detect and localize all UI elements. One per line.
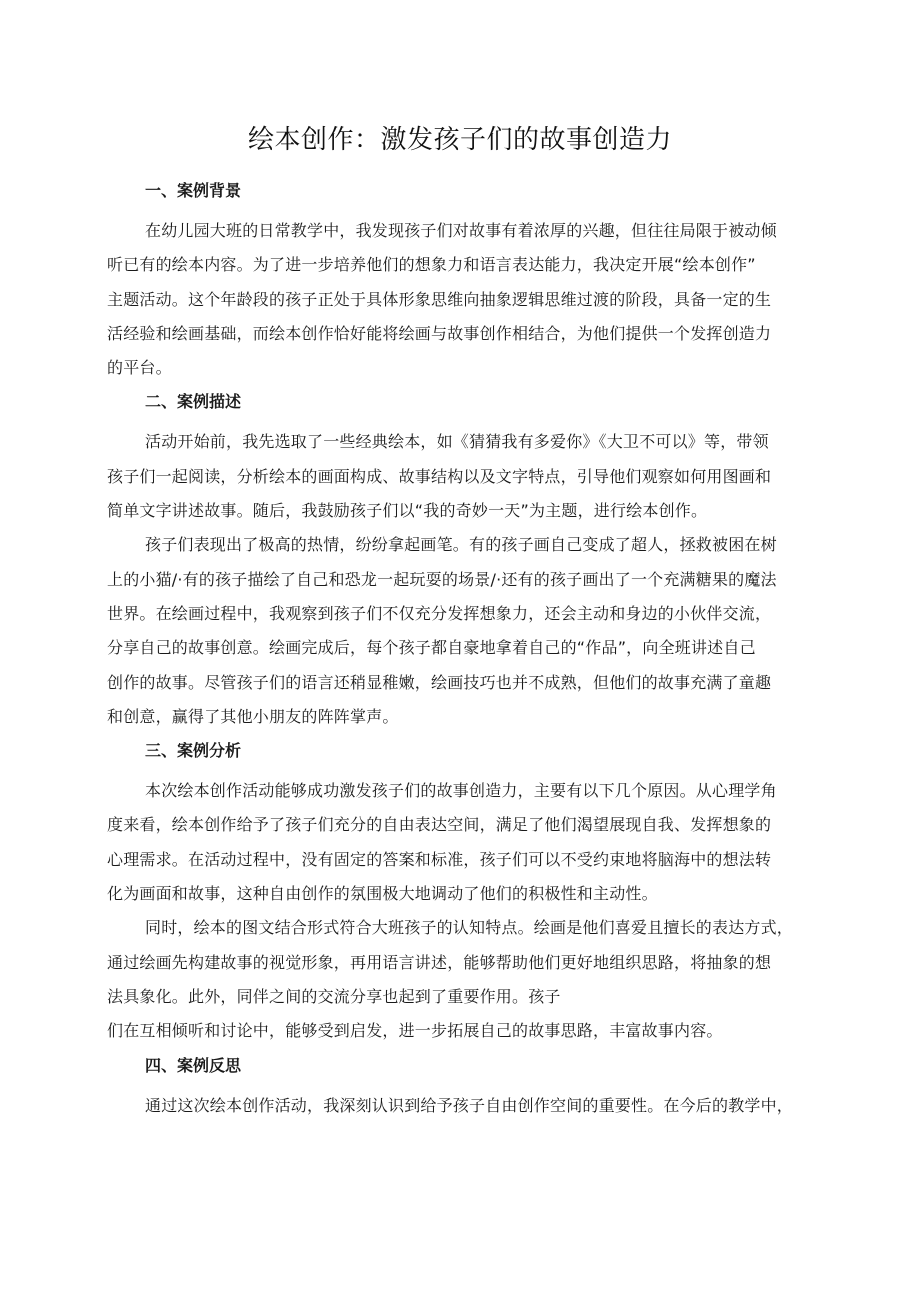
text-line: 简单文字讲述故事。随后，我鼓励孩子们以“我的奇妙一天”为主题，进行绘本创作。 <box>107 501 708 521</box>
text-line: 世界。在绘画过程中，我观察到孩子们不仅充分发挥想象力，还会主动和身边的小伙伴交流， <box>107 603 772 623</box>
text-line: 创作的故事。尽管孩子们的语言还稍显稚嫩，绘画技巧也并不成熟，但他们的故事充满了童趣 <box>107 672 772 692</box>
text-line: 化为画面和故事，这种自由创作的氛围极大地调动了他们的积极性和主动性。 <box>107 884 658 904</box>
section-heading-analysis: 三、案例分析 <box>145 741 242 761</box>
document-body <box>107 178 815 1123</box>
section-heading-description: 二、案例描述 <box>145 392 242 412</box>
text-line: 本次绘本创作活动能够成功激发孩子们的故事创造力，主要有以下几个原因。从心理学角 <box>145 781 777 801</box>
text-line: 们在互相倾听和讨论中，能够受到启发，进一步拓展自己的故事思路，丰富故事内容。 <box>107 1021 723 1041</box>
paragraph-description-2 <box>107 528 815 734</box>
text-line: 孩子们一起阅读，分析绘本的画面构成、故事结构以及文字特点，引导他们观察如何用图画和 <box>107 466 772 486</box>
text-line: 和创意，赢得了其他小朋友的阵阵掌声。 <box>107 706 399 726</box>
paragraph-analysis-2 <box>107 911 815 1048</box>
text-line: 的平台。 <box>107 358 172 378</box>
text-line: 同时，绘本的图文结合形式符合大班孩子的认知特点。绘画是他们喜爱且擅长的表达方式， <box>145 918 794 938</box>
text-line: 主题活动。这个年龄段的孩子正处于具体形象思维向抽象逻辑思维过渡的阶段，具备一定的生 <box>107 289 772 309</box>
text-line: 通过绘画先构建故事的视觉形象，再用语言讲述，能够帮助他们更好地组织思路，将抽象的想 <box>107 952 772 972</box>
text-line: 活经验和绘画基础，而绘本创作恰好能将绘画与故事创作相结合，为他们提供一个发挥创造力 <box>107 323 772 343</box>
text-line: 听已有的绘本内容。为了进一步培养他们的想象力和语言表达能力，我决定开展“绘本创作” <box>107 255 756 275</box>
text-line: 分享自己的故事创意。绘画完成后，每个孩子都自豪地拿着自己的“作品”，向全班讲述自己 <box>107 638 756 658</box>
text-line: 上的小猫/·有的孩子描绘了自己和恐龙一起玩耍的场景/·还有的孩子画出了一个充满糖果的魔法 <box>107 569 777 589</box>
paragraph-analysis-1 <box>107 774 815 911</box>
paragraph-reflection <box>107 1089 815 1123</box>
text-line: 在幼儿园大班的日常教学中，我发现孩子们对故事有着浓厚的兴趣，但往往局限于被动倾 <box>145 221 777 240</box>
paragraph-description-1 <box>107 425 815 528</box>
section-heading-reflection: 四、案例反思 <box>145 1055 242 1075</box>
text-line: 通过这次绘本创作活动，我深刻认识到给予孩子自由创作空间的重要性。在今后的教学中， <box>145 1095 794 1115</box>
text-line: 法具象化。此外，同伴之间的交流分享也起到了重要作用。孩子 <box>107 986 561 1006</box>
text-line: 活动开始前，我先选取了一些经典绘本，如《猜猜我有多爱你》《大卫不可以》等，带领 <box>145 432 769 452</box>
text-line: 孩子们表现出了极高的热情，纷纷拿起画笔。有的孩子画自己变成了超人，拯救被困在树 <box>145 535 777 555</box>
document-title: 绘本创作：激发孩子们的故事创造力 <box>247 125 672 155</box>
section-heading-background: 一、案例背景 <box>145 181 242 200</box>
text-line: 心理需求。在活动过程中，没有固定的答案和标准，孩子们可以不受约束地将脑海中的想法转 <box>107 849 772 869</box>
text-line: 度来看，绘本创作给予了孩子们充分的自由表达空间，满足了他们渴望展现自我、发挥想象的 <box>107 815 772 835</box>
paragraph-background <box>107 214 815 385</box>
